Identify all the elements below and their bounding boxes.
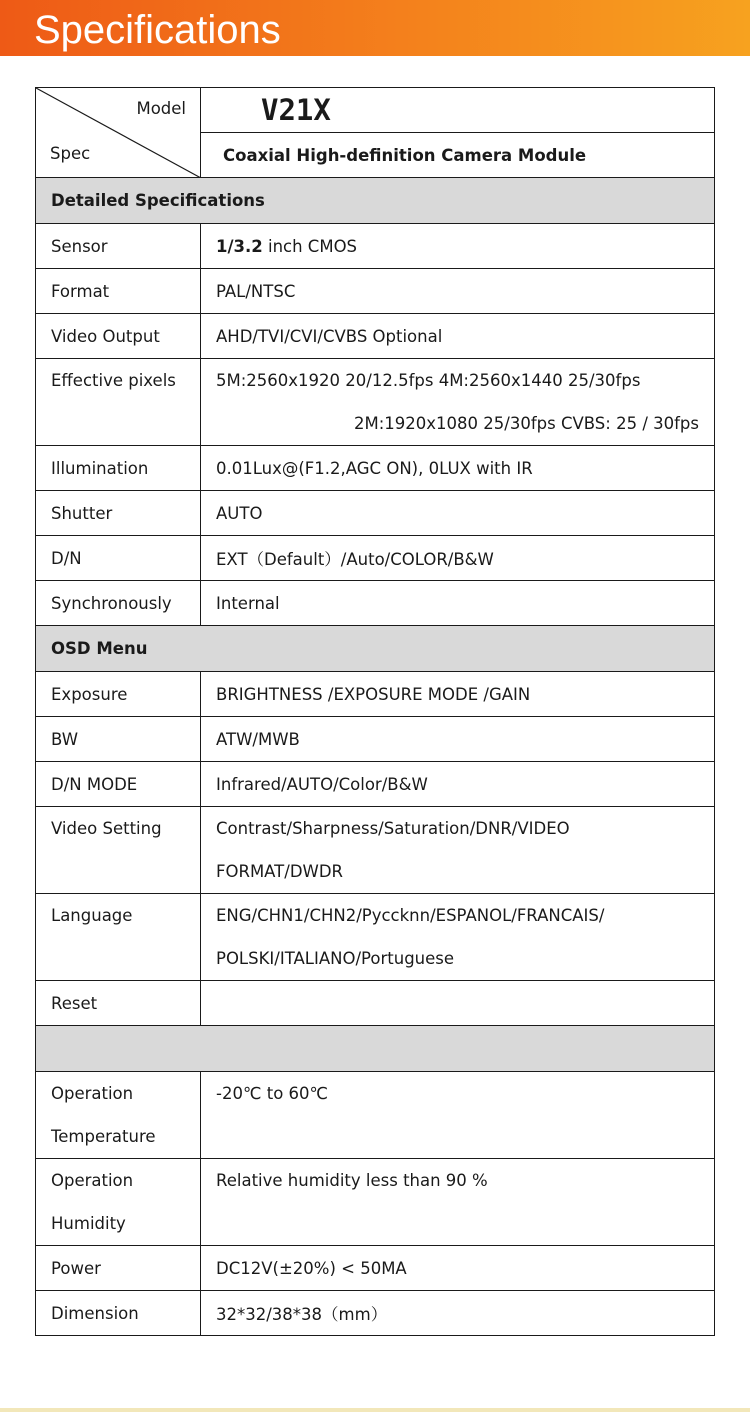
pixels-line-2: 2M:1920x1080 25/30fps CVBS: 25 / 30fps — [354, 414, 699, 433]
op-hum-value: Relative humidity less than 90 % — [216, 1171, 488, 1190]
row-reset — [36, 981, 715, 1026]
row-dn-mode — [36, 762, 715, 807]
row-label: Format — [36, 269, 201, 314]
row-synchronously — [36, 581, 715, 626]
row-label: D/N — [36, 536, 201, 581]
row-dimension — [36, 1291, 715, 1336]
row-value — [201, 1072, 715, 1159]
footer-divider — [0, 1408, 750, 1412]
row-shutter — [36, 491, 715, 536]
row-label: Illumination — [36, 446, 201, 491]
op-hum-label-line-2: Humidity — [51, 1214, 126, 1233]
row-label: Effective pixels — [36, 359, 201, 446]
row-value — [201, 807, 715, 894]
row-label: Sensor — [36, 224, 201, 269]
row-operation-temperature — [36, 1072, 715, 1159]
row-value: DC12V(±20%) < 50MA — [201, 1246, 715, 1291]
title-banner — [0, 0, 750, 56]
row-value: ATW/MWB — [201, 717, 715, 762]
row-bw — [36, 717, 715, 762]
module-name: Coaxial High-definition Camera Module — [201, 133, 715, 178]
row-label: Language — [36, 894, 201, 981]
language-line-2: POLSKI/ITALIANO/Portuguese — [216, 949, 455, 968]
pixels-line-1: 5M:2560x1920 20/12.5fps 4M:2560x1440 25/30fps — [216, 371, 641, 390]
row-operation-humidity — [36, 1159, 715, 1246]
section-osd-menu — [36, 626, 715, 672]
video-setting-line-1: Contrast/Sharpness/Saturation/DNR/VIDEO — [216, 819, 570, 838]
row-value: 32*32/38*38（mm） — [201, 1291, 715, 1336]
row-value: AHD/TVI/CVI/CVBS Optional — [201, 314, 715, 359]
row-label — [36, 1159, 201, 1246]
section-blank — [36, 1026, 715, 1072]
sensor-size: 1/3.2 — [216, 236, 263, 256]
row-effective-pixels — [36, 359, 715, 446]
spec-table — [35, 87, 715, 1336]
sensor-type: inch CMOS — [262, 236, 358, 256]
row-dn — [36, 536, 715, 581]
row-label — [36, 1072, 201, 1159]
op-temp-label-line-2: Temperature — [51, 1127, 156, 1146]
section-detailed-specifications — [36, 178, 715, 224]
row-label: D/N MODE — [36, 762, 201, 807]
video-setting-line-2: FORMAT/DWDR — [216, 862, 344, 881]
row-value: 0.01Lux@(F1.2,AGC ON), 0LUX with IR — [201, 446, 715, 491]
op-temp-label-line-1: Operation — [51, 1084, 134, 1103]
row-label: Shutter — [36, 491, 201, 536]
row-label: Dimension — [36, 1291, 201, 1336]
row-illumination — [36, 446, 715, 491]
section-title: OSD Menu — [36, 626, 715, 672]
row-value — [201, 981, 715, 1026]
row-value — [201, 1159, 715, 1246]
row-label: BW — [36, 717, 201, 762]
row-format — [36, 269, 715, 314]
row-label: Power — [36, 1246, 201, 1291]
row-value — [201, 224, 715, 269]
row-value — [201, 359, 715, 446]
row-value: PAL/NTSC — [201, 269, 715, 314]
row-value — [201, 894, 715, 981]
row-video-setting — [36, 807, 715, 894]
model-spec-corner-cell — [36, 88, 201, 178]
row-video-output — [36, 314, 715, 359]
row-label: Synchronously — [36, 581, 201, 626]
op-hum-label-line-1: Operation — [51, 1171, 134, 1190]
header-row-model — [36, 88, 715, 133]
section-title-empty — [36, 1026, 715, 1072]
model-label: Model — [136, 99, 186, 118]
row-label: Exposure — [36, 672, 201, 717]
row-exposure — [36, 672, 715, 717]
row-value: BRIGHTNESS /EXPOSURE MODE /GAIN — [201, 672, 715, 717]
row-value: Internal — [201, 581, 715, 626]
page-title: Specifications — [34, 8, 281, 52]
row-power — [36, 1246, 715, 1291]
section-title: Detailed Specifications — [36, 178, 715, 224]
row-label: Reset — [36, 981, 201, 1026]
row-label: Video Output — [36, 314, 201, 359]
row-language — [36, 894, 715, 981]
spec-label: Spec — [50, 144, 91, 163]
language-line-1: ENG/CHN1/CHN2/Pyccknn/ESPANOL/FRANCAIS/ — [216, 906, 605, 925]
row-value: Infrared/AUTO/Color/B&W — [201, 762, 715, 807]
op-temp-value: -20℃ to 60℃ — [216, 1084, 329, 1103]
row-value: AUTO — [201, 491, 715, 536]
row-label: Video Setting — [36, 807, 201, 894]
model-value: V21X — [201, 88, 715, 133]
row-value: EXT（Default）/Auto/COLOR/B&W — [201, 536, 715, 581]
row-sensor — [36, 224, 715, 269]
